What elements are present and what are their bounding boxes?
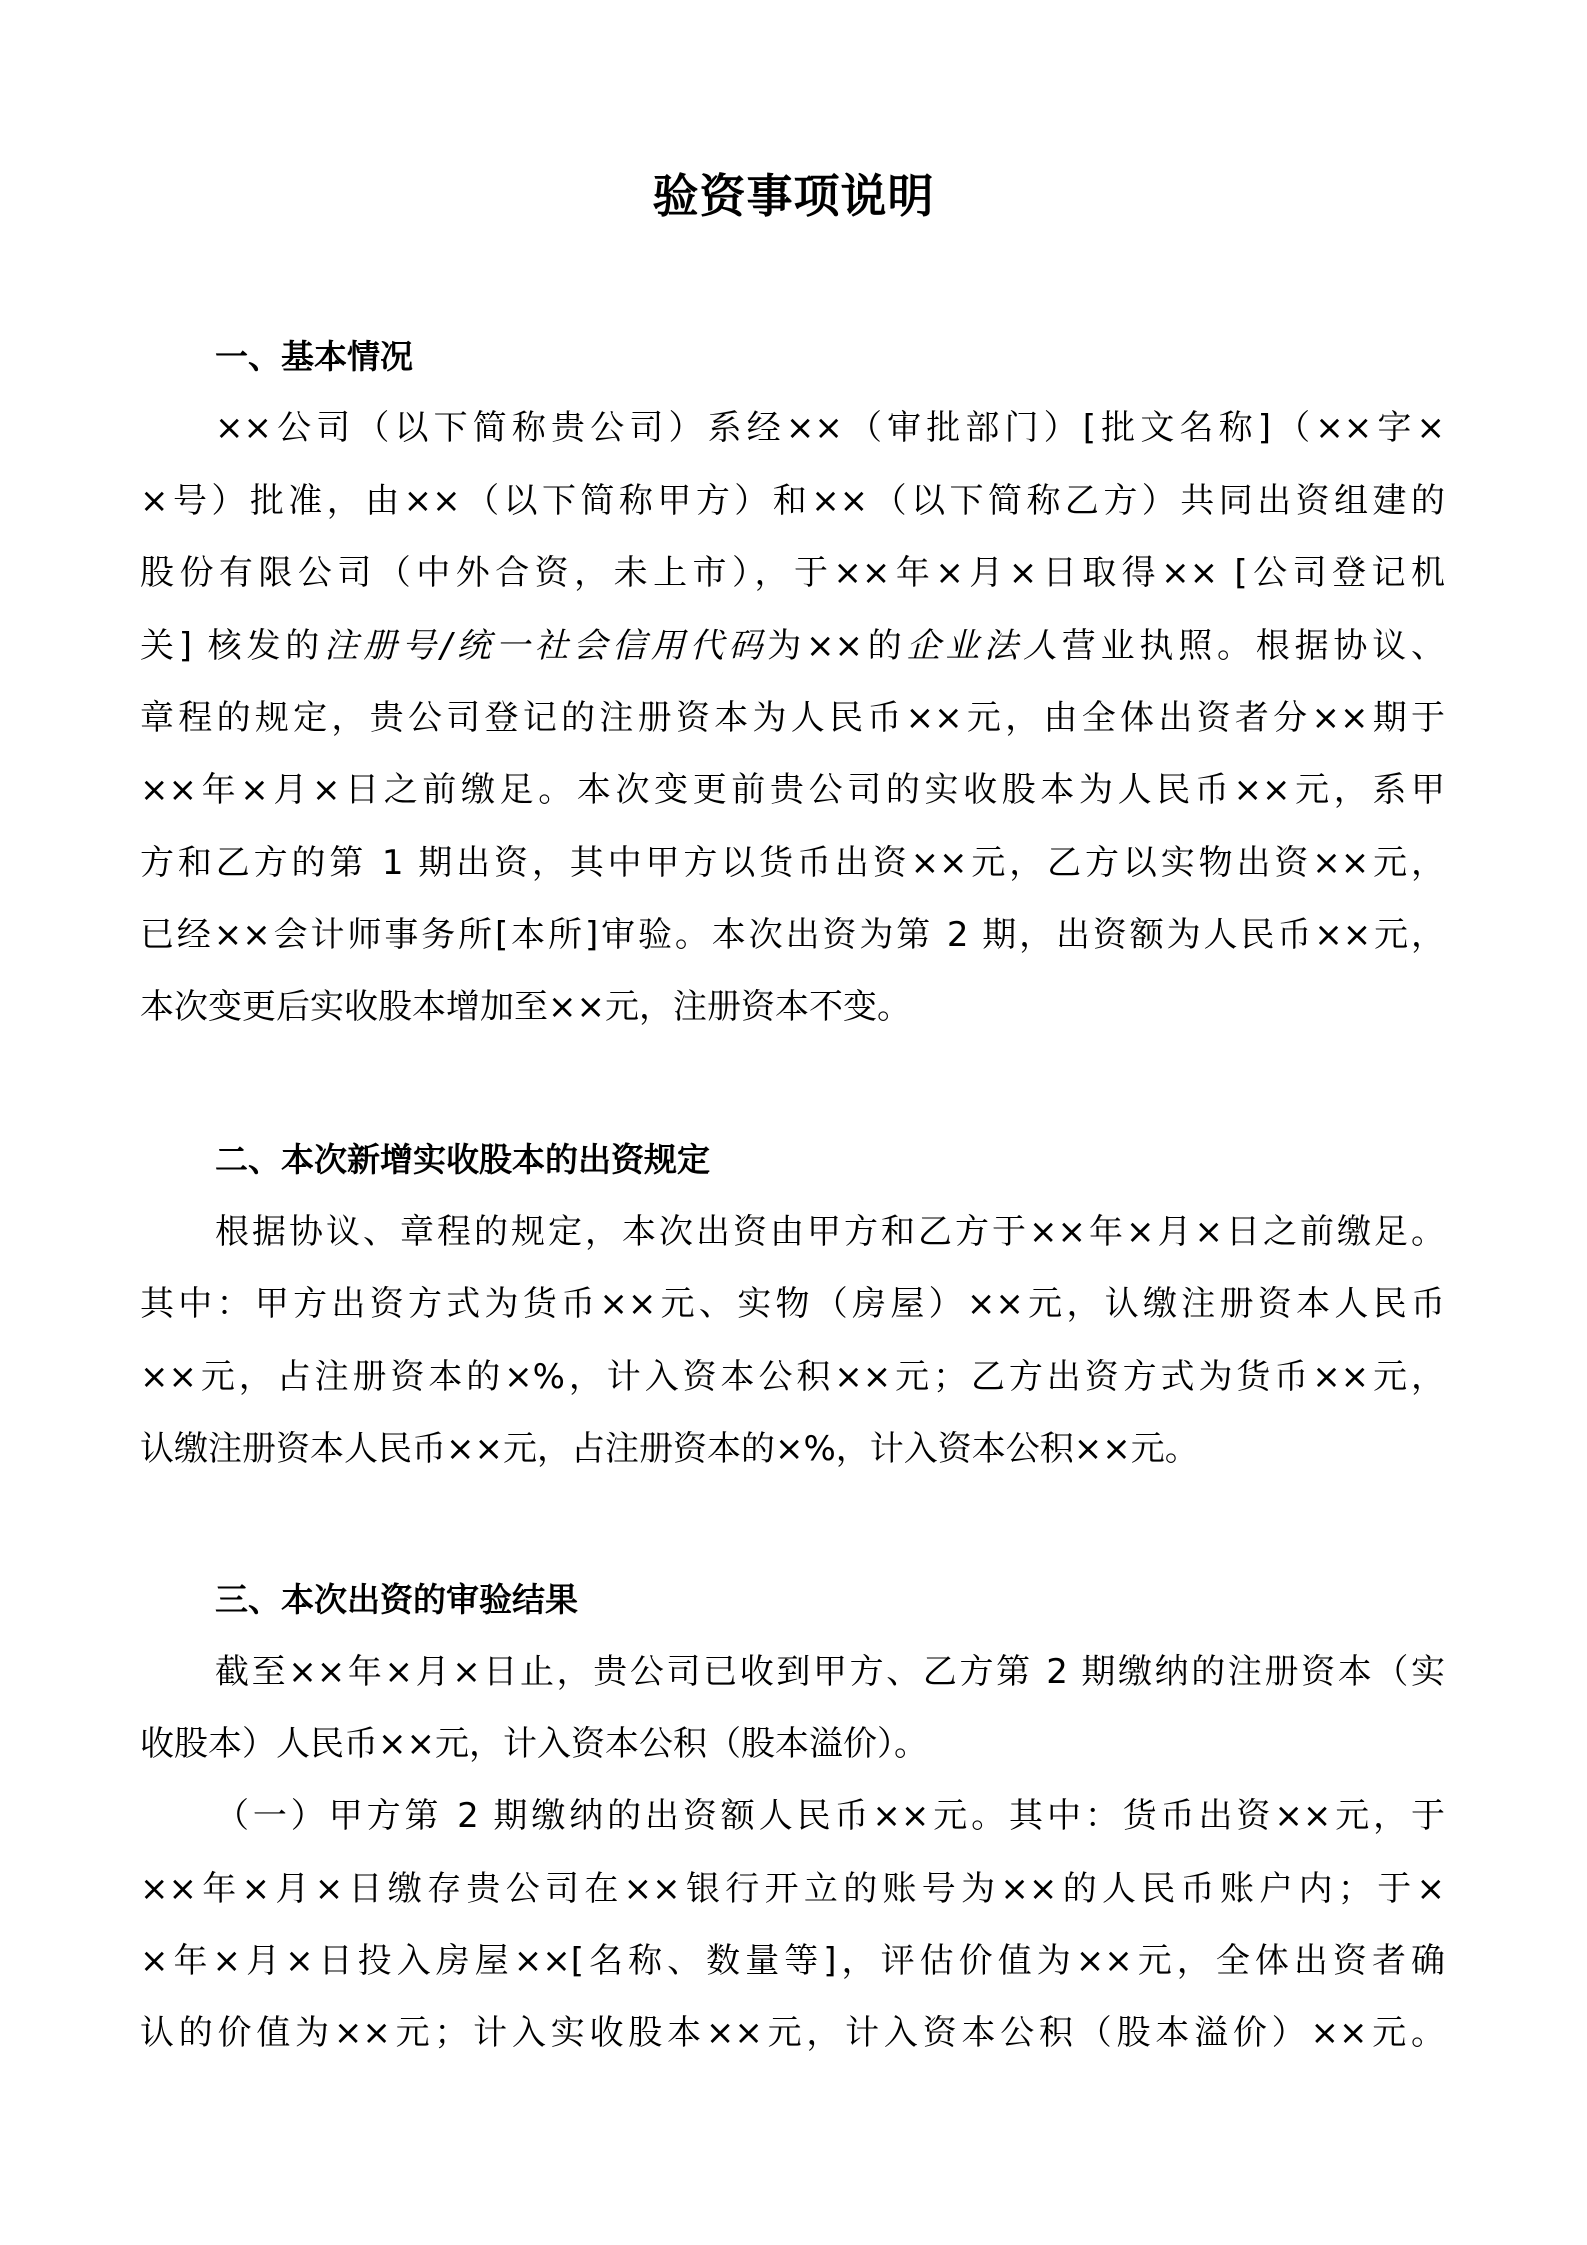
subparagraph-line: 认的价值为××元；计入实收股本××元，计入资本公积（股本溢价）××元。	[140, 2013, 1445, 2053]
italic-placeholder-entity-type: 企业法人	[906, 626, 1062, 666]
paragraph-line: 根据协议、章程的规定，本次出资由甲方和乙方于××年×月×日之前缴足。	[215, 1212, 1445, 1252]
italic-placeholder-registration-code: 注册号/统一社会信用代码	[324, 626, 768, 666]
paragraph-line: ××公司（以下简称贵公司）系经××（审批部门）[批文名称]（××字×	[215, 408, 1445, 448]
paragraph-line: 方和乙方的第 1 期出资，其中甲方以货币出资××元，乙方以实物出资××元，	[140, 843, 1445, 883]
paragraph-line-with-italics	[140, 623, 1445, 669]
paragraph-line: 本次变更后实收股本增加至××元，注册资本不变。	[140, 987, 911, 1027]
paragraph-line: 股份有限公司（中外合资，未上市），于××年×月×日取得×× [公司登记机	[140, 553, 1445, 593]
paragraph-line: ××元，占注册资本的×%，计入资本公积××元；乙方出资方式为货币××元，	[140, 1357, 1445, 1397]
subparagraph-line: ×年×月×日投入房屋××[名称、数量等]，评估价值为××元，全体出资者确	[140, 1941, 1445, 1981]
paragraph-line: ×号）批准，由××（以下简称甲方）和××（以下简称乙方）共同出资组建的	[140, 481, 1445, 521]
paragraph-line: 截至××年×月×日止，贵公司已收到甲方、乙方第 2 期缴纳的注册资本（实	[215, 1652, 1445, 1692]
section-heading-basic-info: 一、基本情况	[215, 337, 413, 376]
section-heading-capital-contribution-rules: 二、本次新增实收股本的出资规定	[215, 1140, 710, 1179]
document-title: 验资事项说明	[652, 169, 935, 223]
section-heading-audit-results: 三、本次出资的审验结果	[215, 1580, 578, 1619]
subparagraph-line: ××年×月×日缴存贵公司在××银行开立的账号为××的人民币账户内；于×	[140, 1869, 1445, 1909]
paragraph-line: 已经××会计师事务所[本所]审验。本次出资为第 2 期，出资额为人民币××元，	[140, 915, 1445, 955]
text-segment: 营业执照。根据协议、	[1061, 626, 1446, 666]
paragraph-line: 收股本）人民币××元，计入资本公积（股本溢价）。	[140, 1724, 928, 1764]
paragraph-line: 认缴注册资本人民币××元，占注册资本的×%，计入资本公积××元。	[140, 1429, 1199, 1469]
text-segment: 关] 核发的	[140, 626, 325, 666]
paragraph-line: 其中：甲方出资方式为货币××元、实物（房屋）××元，认缴注册资本人民币	[140, 1284, 1445, 1324]
subparagraph-line: （一）甲方第 2 期缴纳的出资额人民币××元。其中：货币出资××元，于	[215, 1796, 1445, 1836]
text-segment: 为××的	[767, 626, 907, 666]
paragraph-line: ××年×月×日之前缴足。本次变更前贵公司的实收股本为人民币××元，系甲	[140, 770, 1445, 810]
paragraph-line: 章程的规定，贵公司登记的注册资本为人民币××元，由全体出资者分××期于	[140, 698, 1445, 738]
